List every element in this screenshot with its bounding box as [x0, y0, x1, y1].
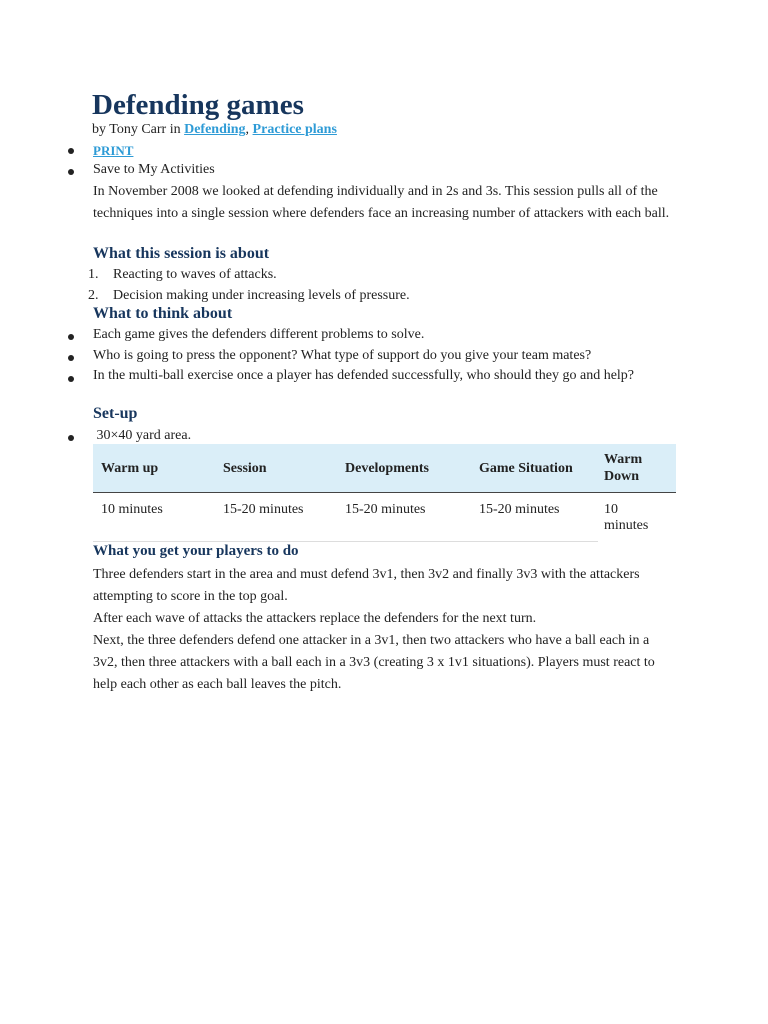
table-cell: 15-20 minutes: [345, 502, 426, 517]
bullet-icon: [68, 148, 74, 154]
bullet-icon: [68, 169, 74, 175]
list-item: In the multi-ball exercise once a player has defended successfully, who should they go and help?: [93, 368, 635, 383]
table-header-cell: Warm up: [101, 461, 159, 476]
table-cell: 10 minutes: [101, 502, 163, 517]
list-item: Each game gives the defenders different problems to solve.: [93, 327, 425, 342]
table-header-row: [93, 444, 676, 493]
byline: [92, 121, 337, 139]
bullet-icon: [68, 435, 74, 441]
players-paragraph: After each wave of attacks the attackers replace the defenders for the next turn.: [93, 611, 537, 626]
byline-separator: ,: [245, 122, 253, 137]
page-title: Defending games: [92, 89, 304, 121]
table-header-cell: Session: [223, 461, 267, 476]
save-to-activities-link[interactable]: Save to My Activities: [93, 162, 215, 177]
players-paragraph: Next, the three defenders defend one attacker in a 3v1, then two attackers who have a ball each in a 3v2, then three attackers with a ball each in a 3v3 (creating 3 x 1v1 situations). Players must react to help each other as each ball leaves the pitch.: [93, 633, 655, 692]
section-heading-think: What to think about: [93, 305, 233, 322]
list-item: Who is going to press the opponent? What type of support do you give your team mates?: [93, 348, 592, 363]
bullet-icon: [68, 334, 74, 340]
bullet-icon: [68, 355, 74, 361]
table-header-cell: Warm Down: [604, 452, 643, 484]
table-header-cell: Game Situation: [479, 461, 573, 476]
category-link-practice-plans[interactable]: Practice plans: [252, 122, 337, 137]
list-item: 30×40 yard area.: [93, 428, 192, 443]
section-heading-setup: Set-up: [93, 405, 138, 422]
list-number: 2.: [88, 288, 99, 303]
table-cell: 15-20 minutes: [223, 502, 304, 517]
byline-author: by Tony Carr in: [92, 122, 185, 137]
section-heading-about: What this session is about: [93, 245, 270, 262]
section-heading-players: What you get your players to do: [93, 543, 299, 559]
list-item: Decision making under increasing levels of pressure.: [113, 288, 410, 303]
print-link[interactable]: PRINT: [93, 143, 134, 158]
table-cell: 15-20 minutes: [479, 502, 560, 517]
players-paragraph: Three defenders start in the area and must defend 3v1, then 3v2 and finally 3v3 with the attackers attempting to score in the top goal.: [93, 567, 640, 604]
table-cell: 10 minutes: [604, 502, 649, 533]
category-link-defending[interactable]: Defending: [184, 122, 246, 137]
list-item: Reacting to waves of attacks.: [113, 267, 277, 282]
intro-paragraph: In November 2008 we looked at defending individually and in 2s and 3s. This session pulls all of the techniques into a single session where defenders face an increasing number of attackers with each ball.: [93, 184, 670, 221]
list-number: 1.: [88, 267, 99, 282]
bullet-icon: [68, 376, 74, 382]
table-header-cell: Developments: [345, 461, 429, 476]
